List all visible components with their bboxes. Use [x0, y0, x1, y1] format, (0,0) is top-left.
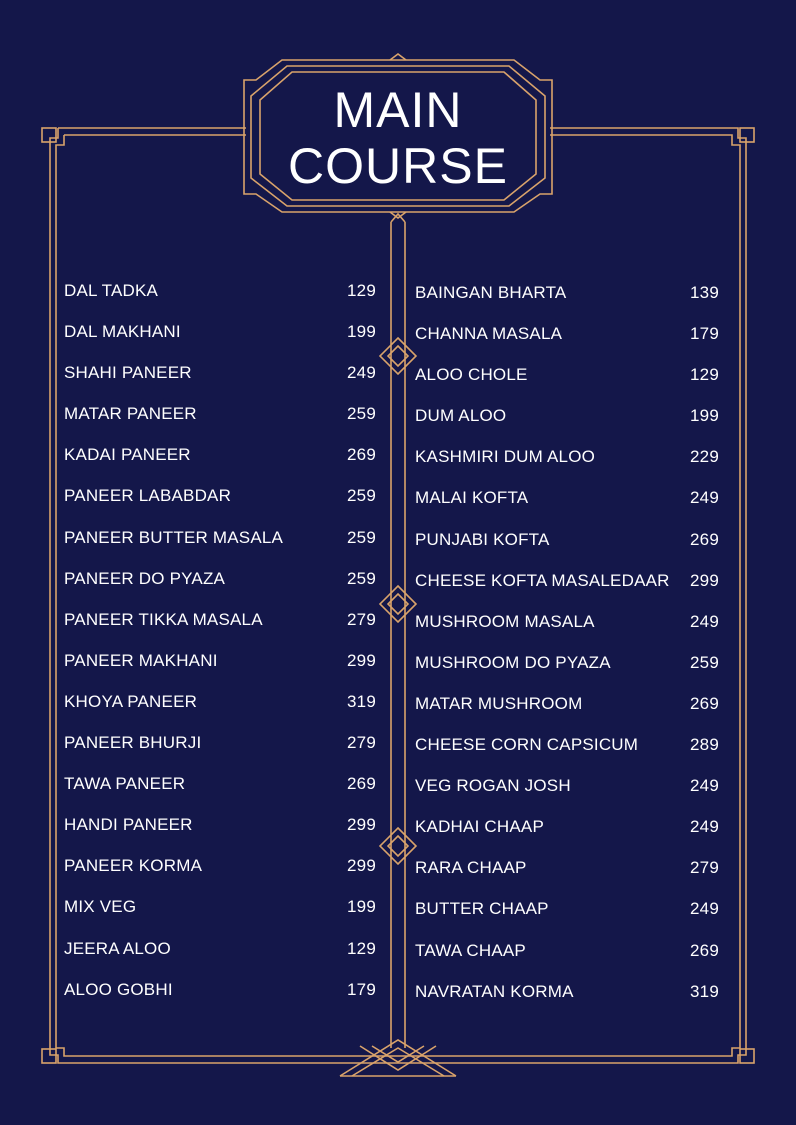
item-price: 249: [347, 363, 376, 383]
item-price: 179: [690, 324, 719, 344]
menu-item: [415, 570, 719, 611]
item-name: ALOO CHOLE: [415, 365, 528, 385]
menu-item: [64, 362, 376, 403]
menu-item: [415, 693, 719, 734]
item-name: ALOO GOBHI: [64, 979, 173, 999]
item-price: 279: [347, 609, 376, 629]
item-name: PUNJABI KOFTA: [415, 529, 550, 549]
item-name: PANEER MAKHANI: [64, 650, 218, 670]
item-price: 259: [690, 652, 719, 672]
item-price: 129: [690, 365, 719, 385]
item-price: 229: [690, 447, 719, 467]
item-name: MUSHROOM MASALA: [415, 611, 595, 631]
item-name: CHEESE KOFTA MASALEDAAR: [415, 570, 670, 590]
menu-item: [415, 364, 719, 405]
item-price: 299: [347, 650, 376, 670]
item-name: DAL MAKHANI: [64, 322, 181, 342]
item-name: NAVRATAN KORMA: [415, 981, 574, 1001]
item-name: DAL TADKA: [64, 281, 159, 300]
menu-item: [64, 527, 376, 568]
item-price: 269: [690, 693, 719, 713]
menu-item: [415, 611, 719, 652]
menu-item: [64, 979, 376, 1020]
item-price: 139: [690, 283, 719, 302]
page-title: [250, 82, 546, 194]
item-name: PANEER DO PYAZA: [64, 568, 226, 588]
menu-item: [415, 898, 719, 939]
item-name: JEERA ALOO: [64, 938, 171, 958]
menu-item: [415, 816, 719, 857]
menu-item: [415, 323, 719, 364]
menu-item: [64, 650, 376, 691]
item-price: 279: [690, 858, 719, 878]
item-name: KADHAI CHAAP: [415, 817, 544, 837]
menu-item: [415, 940, 719, 981]
item-name: MATAR MUSHROOM: [415, 693, 583, 713]
item-name: PANEER LABABDAR: [64, 486, 232, 506]
menu-item: [64, 403, 376, 444]
menu-item: [64, 691, 376, 732]
item-price: 129: [347, 281, 376, 300]
item-price: 199: [347, 897, 376, 917]
menu-item: [64, 485, 376, 526]
item-name: CHEESE CORN CAPSICUM: [415, 735, 639, 755]
menu-item: [64, 938, 376, 979]
item-price: 289: [690, 735, 719, 755]
menu-item: [64, 321, 376, 362]
item-price: 299: [347, 856, 376, 876]
menu-item: [64, 732, 376, 773]
left-menu-column: [64, 280, 376, 1020]
item-price: 199: [690, 406, 719, 426]
item-price: 249: [690, 899, 719, 919]
item-name: CHANNA MASALA: [415, 324, 563, 344]
item-price: 129: [347, 938, 376, 958]
item-price: 269: [690, 940, 719, 960]
item-name: KADAI PANEER: [64, 445, 191, 465]
item-price: 299: [690, 570, 719, 590]
item-price: 249: [690, 817, 719, 837]
menu-item: [64, 773, 376, 814]
item-name: KASHMIRI DUM ALOO: [415, 447, 596, 467]
title-line-1: MAIN: [333, 82, 463, 138]
item-name: PANEER BHURJI: [64, 733, 202, 753]
item-price: 259: [347, 568, 376, 588]
item-name: PANEER KORMA: [64, 856, 203, 876]
item-name: MATAR PANEER: [64, 404, 197, 424]
item-price: 269: [347, 774, 376, 794]
menu-item: [415, 734, 719, 775]
menu-item: [415, 529, 719, 570]
title-line-2: COURSE: [288, 138, 508, 194]
item-name: BAINGAN BHARTA: [415, 283, 567, 302]
menu-item: [415, 446, 719, 487]
item-name: DUM ALOO: [415, 406, 507, 426]
item-name: HANDI PANEER: [64, 815, 193, 835]
menu-item: [415, 857, 719, 898]
item-name: MIX VEG: [64, 897, 137, 917]
menu-item: [415, 981, 719, 1022]
item-name: BUTTER CHAAP: [415, 899, 549, 919]
menu-item: [64, 896, 376, 937]
item-price: 249: [690, 488, 719, 508]
item-price: 269: [690, 529, 719, 549]
item-name: PANEER TIKKA MASALA: [64, 609, 263, 629]
item-name: MUSHROOM DO PYAZA: [415, 652, 611, 672]
item-name: TAWA PANEER: [64, 774, 186, 794]
item-name: VEG ROGAN JOSH: [415, 776, 571, 796]
item-name: MALAI KOFTA: [415, 488, 529, 508]
item-price: 299: [347, 815, 376, 835]
item-price: 249: [690, 611, 719, 631]
item-name: RARA CHAAP: [415, 858, 527, 878]
item-price: 259: [347, 527, 376, 547]
menu-item: [415, 487, 719, 528]
menu-item: [64, 280, 376, 321]
menu-item: [64, 814, 376, 855]
item-name: SHAHI PANEER: [64, 363, 192, 383]
menu-item: [415, 405, 719, 446]
menu-item: [415, 282, 719, 323]
item-name: KHOYA PANEER: [64, 691, 198, 711]
menu-item: [64, 609, 376, 650]
item-price: 199: [347, 322, 376, 342]
menu-item: [415, 775, 719, 816]
item-price: 249: [690, 776, 719, 796]
item-price: 269: [347, 445, 376, 465]
item-name: TAWA CHAAP: [415, 940, 526, 960]
menu-item: [64, 568, 376, 609]
item-price: 319: [347, 691, 376, 711]
item-price: 259: [347, 486, 376, 506]
item-price: 319: [690, 981, 719, 1001]
menu-item: [64, 444, 376, 485]
menu-item: [415, 652, 719, 693]
menu-item: [64, 855, 376, 896]
item-price: 179: [347, 979, 376, 999]
item-price: 259: [347, 404, 376, 424]
item-name: PANEER BUTTER MASALA: [64, 527, 284, 547]
right-menu-column: [415, 282, 719, 1022]
item-price: 279: [347, 733, 376, 753]
